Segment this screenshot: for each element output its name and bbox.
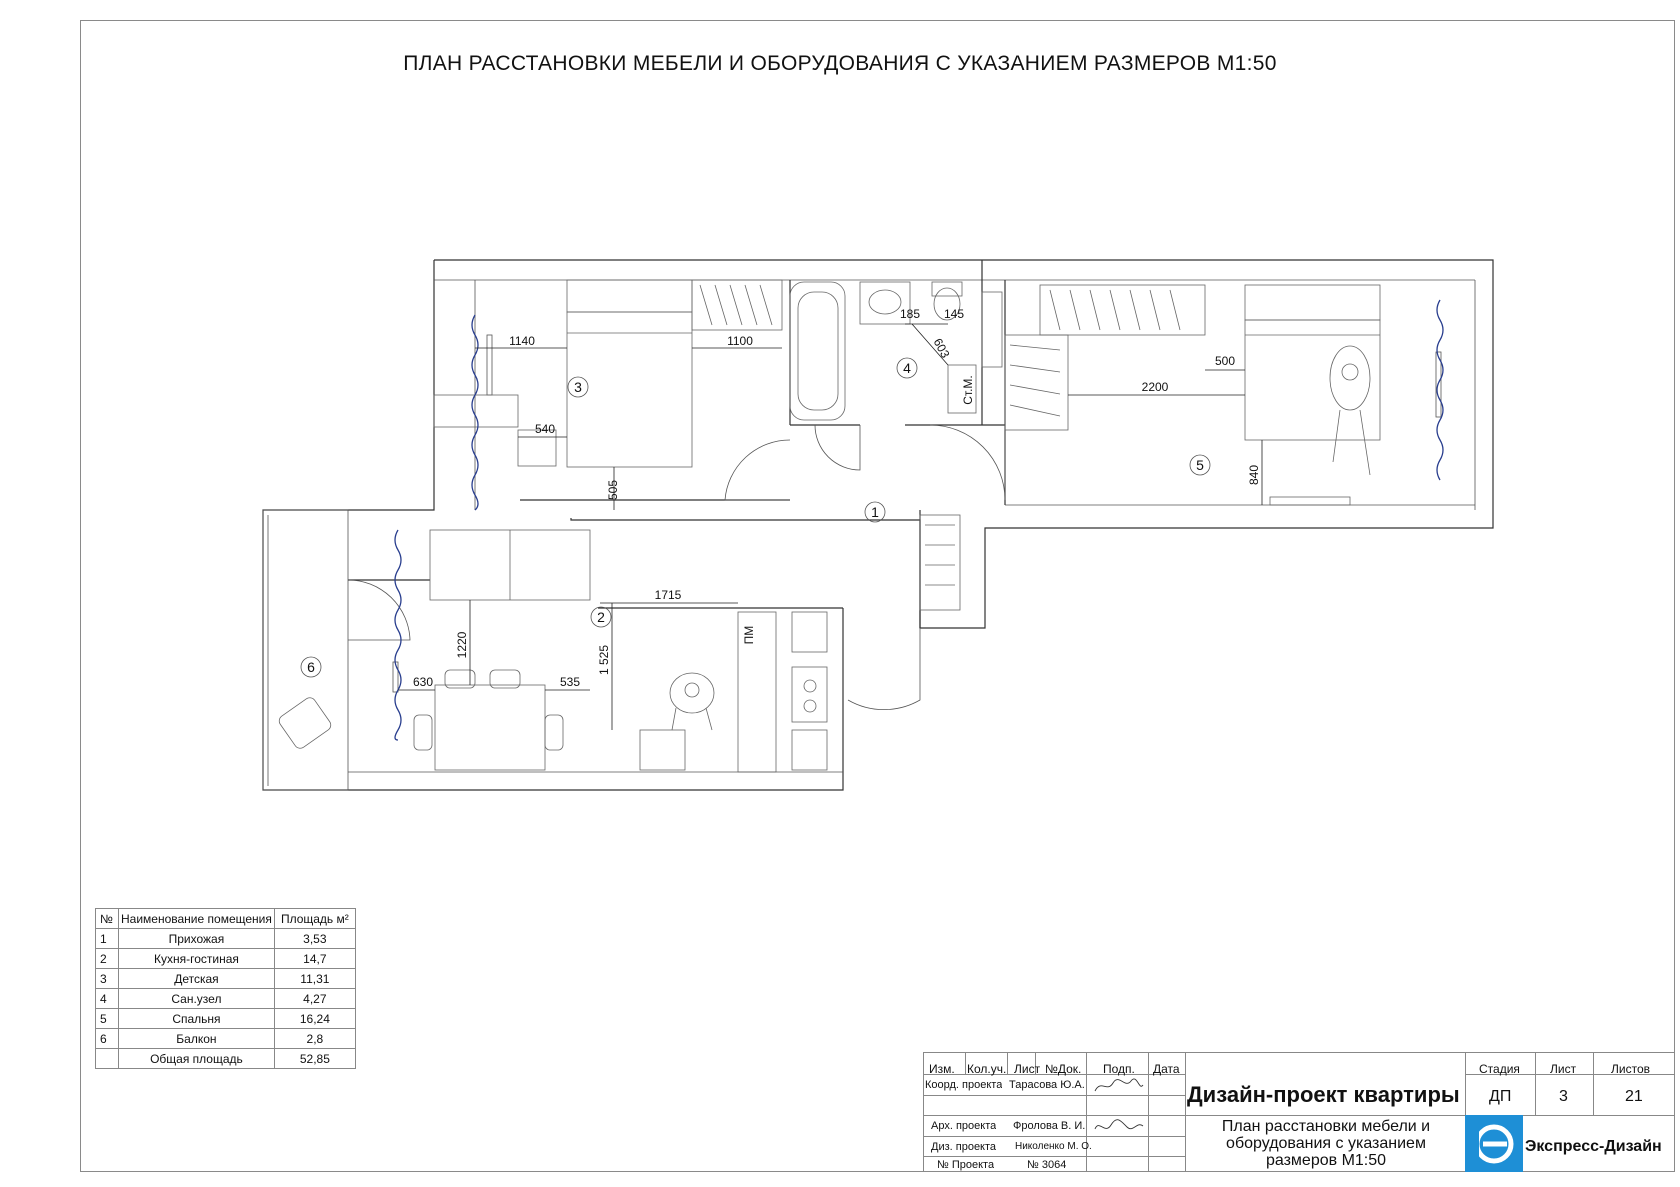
row-area: 16,24 [274, 1009, 355, 1029]
row-name: Спальня [119, 1009, 275, 1029]
table-header-area: Площадь м² [274, 909, 355, 929]
dim-2200: 2200 [1141, 380, 1169, 394]
person-figures [670, 346, 1370, 730]
room-2-furniture [414, 530, 827, 772]
table-total-row [96, 1049, 356, 1069]
row-num: 1 [96, 929, 119, 949]
row-name: Прихожая [119, 929, 275, 949]
row-name: Балкон [119, 1029, 275, 1049]
row-area: 2,8 [274, 1029, 355, 1049]
sheets-value: 21 [1625, 1088, 1643, 1105]
express-design-logo-icon [1465, 1115, 1523, 1172]
dim-500: 500 [1214, 354, 1236, 368]
table-row [96, 949, 356, 969]
role-coord: Коорд. проекта [925, 1079, 1003, 1091]
dim-535: 535 [559, 675, 581, 689]
row-num: 4 [96, 989, 119, 1009]
room-area-table [95, 908, 356, 1069]
name-design: Николенко М. О. [1015, 1141, 1092, 1152]
total-label: Общая площадь [119, 1049, 275, 1069]
total-area: 52,85 [274, 1049, 355, 1069]
dishwasher-label: ПМ [742, 625, 756, 645]
role-arch: Арх. проекта [931, 1120, 997, 1132]
stage-value: ДП [1489, 1088, 1512, 1105]
row-area: 3,53 [274, 929, 355, 949]
signature-arch [1091, 1117, 1146, 1135]
row-name: Детская [119, 969, 275, 989]
sheet-label: Лист [1550, 1062, 1577, 1076]
dim-840: 840 [1247, 464, 1261, 486]
table-row [96, 1029, 356, 1049]
table-row [96, 929, 356, 949]
dimension-labels [413, 307, 1261, 689]
table-header-name: Наименование помещения [119, 909, 275, 929]
row-num: 3 [96, 969, 119, 989]
table-header-row [96, 909, 356, 929]
row-area: 14,7 [274, 949, 355, 969]
dim-1715: 1715 [654, 588, 682, 602]
room-marker-2: 2 [597, 609, 605, 625]
dimension-lines [398, 324, 1262, 730]
dim-630: 630 [412, 675, 434, 689]
dim-1220: 1220 [455, 631, 469, 659]
stage-label: Стадия [1479, 1062, 1520, 1076]
door-swings [348, 425, 1005, 710]
project-number: № 3064 [1027, 1159, 1067, 1171]
col-header-sign: Подп. [1103, 1062, 1135, 1076]
company-name: Экспресс-Дизайн [1525, 1138, 1662, 1155]
table-row [96, 969, 356, 989]
balcony-furniture [277, 695, 333, 750]
dim-1100: 1100 [727, 334, 753, 348]
col-header-kol: Кол.уч. [967, 1062, 1007, 1076]
sheet-title: ПЛАН РАССТАНОВКИ МЕБЕЛИ И ОБОРУДОВАНИЯ С УКАЗАНИЕМ РАЗМЕРОВ М1:50 [403, 52, 1277, 75]
dim-1525: 1 525 [597, 644, 611, 676]
dim-1140: 1140 [509, 334, 535, 348]
row-num: 5 [96, 1009, 119, 1029]
room-3-furniture [434, 280, 782, 467]
row-area: 11,31 [274, 969, 355, 989]
washing-machine-label: Ст.М. [961, 375, 975, 405]
room-marker-6: 6 [307, 659, 315, 675]
dim-603: 603 [930, 335, 953, 361]
name-arch: Фролова В. И. [1013, 1120, 1086, 1132]
room-marker-1: 1 [871, 504, 879, 520]
room-marker-3: 3 [574, 379, 582, 395]
project-title: Дизайн-проект квартиры [1187, 1082, 1460, 1107]
title-block [923, 1052, 1675, 1172]
table-row [96, 1009, 356, 1029]
row-num: 6 [96, 1029, 119, 1049]
dim-505: 505 [606, 479, 620, 501]
dim-185: 185 [899, 307, 921, 321]
role-design: Диз. проекта [931, 1141, 997, 1153]
dim-145: 145 [943, 307, 965, 321]
sheets-label: Листов [1611, 1062, 1650, 1076]
col-header-date: Дата [1153, 1062, 1180, 1076]
name-coord: Тарасова Ю.А. [1009, 1079, 1085, 1091]
row-name: Кухня-гостиная [119, 949, 275, 969]
room-marker-4: 4 [903, 360, 911, 376]
col-header-izm: Изм. [929, 1062, 955, 1076]
hallway-furniture [920, 515, 960, 610]
signature-coord [1091, 1077, 1146, 1095]
table-header-num: № [96, 909, 119, 929]
outer-walls [263, 260, 1493, 790]
row-name: Сан.узел [119, 989, 275, 1009]
table-row [96, 989, 356, 1009]
row-area: 4,27 [274, 989, 355, 1009]
dim-540: 540 [534, 422, 556, 436]
room-marker-5: 5 [1196, 457, 1204, 473]
col-header-list: Лист [1014, 1062, 1041, 1076]
sheet-value: 3 [1559, 1088, 1568, 1105]
windows [393, 335, 1441, 692]
col-header-doc: №Док. [1045, 1062, 1082, 1076]
sheet-description: План расстановки мебели и оборудования с указанием размеров М1:50 [1221, 1118, 1431, 1169]
row-num: 2 [96, 949, 119, 969]
role-project-num: № Проекта [937, 1159, 995, 1171]
